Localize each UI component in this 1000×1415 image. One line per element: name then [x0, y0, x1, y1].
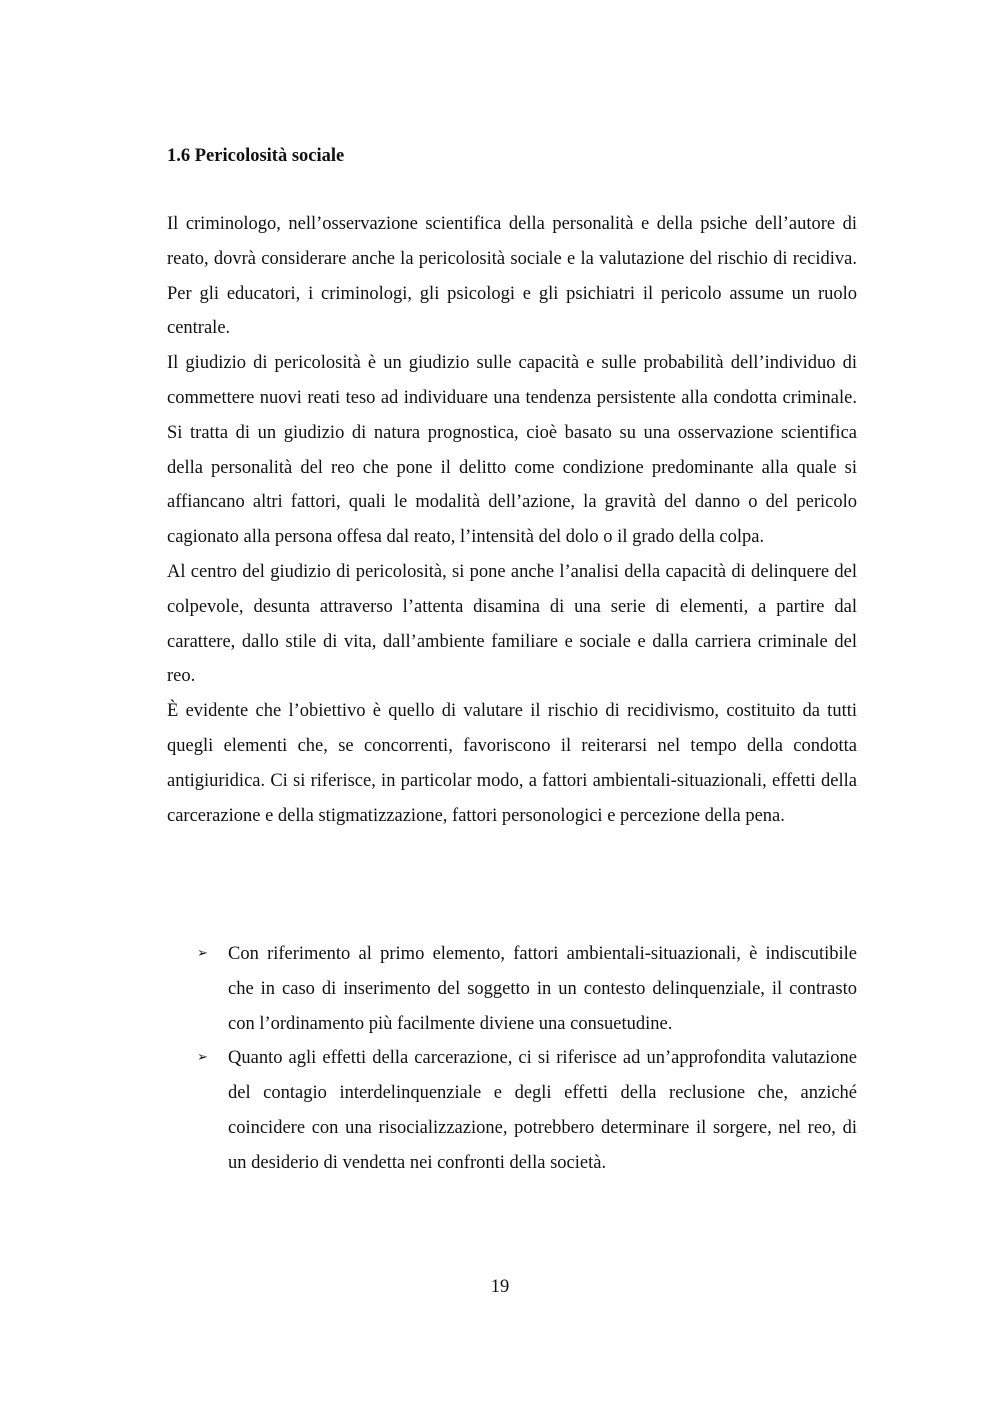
- arrowhead-bullet-icon: ➢: [197, 946, 208, 961]
- list-item: [167, 937, 857, 1041]
- list-item: [167, 1041, 857, 1180]
- section-heading: 1.6 Pericolosità sociale: [167, 146, 345, 166]
- list-item-text: Con riferimento al primo elemento, fattori ambientali-situazionali, è indiscutibile che in caso di inserimento del soggetto in un contesto delinquenziale, il contrasto con l’ordinamento più facilmente diviene una consuetudine.: [228, 944, 857, 1034]
- list-item-text: Quanto agli effetti della carcerazione, ci si riferisce ad un’approfondita valutazione del contagio interdelinquenziale e degli effetti della reclusione che, anziché coincidere con una risocializzazione, potrebbero determinare il sorgere, nel reo, di un desiderio di vendetta nei confronti della società.: [228, 1048, 857, 1173]
- paragraph: È evidente che l’obiettivo è quello di valutare il rischio di recidivismo, costituito da tutti quegli elementi che, se concorrenti, favoriscono il reiterarsi nel tempo della condotta antigiuridica. Ci si riferisce, in particolar modo, a fattori ambientali-situazionali, effetti della carcerazione e della stigmatizzazione, fattori personologici e percezione della pena.: [167, 701, 857, 826]
- bullet-list: [167, 937, 857, 1181]
- body-text: [167, 207, 857, 833]
- paragraph: Al centro del giudizio di pericolosità, si pone anche l’analisi della capacità di delinquere del colpevole, desunta attraverso l’attenta disamina di una serie di elementi, a partire dal carattere, dallo stile di vita, dall’ambiente familiare e sociale e dalla carriera criminale del reo.: [167, 561, 857, 687]
- paragraph: Il giudizio di pericolosità è un giudizio sulle capacità e sulle probabilità dell’individuo di commettere nuovi reati teso ad individuare una tendenza persistente alla condotta criminale. Si tratta di un giudizio di natura prognostica, cioè basato su una osservazione scientifica della personalità del reo che pone il delitto come condizione predominante alla quale si affiancano altri fattori, quali le modalità dell’azione, la gravità del danno o del pericolo cagionato alla persona offesa dal reato, l’intensità del dolo o il grado della colpa.: [167, 353, 857, 548]
- arrowhead-bullet-icon: ➢: [197, 1050, 208, 1066]
- page-number: 19: [490, 1277, 510, 1297]
- paragraph: Il criminologo, nell’osservazione scientifica della personalità e della psiche dell’autore di reato, dovrà considerare anche la pericolosità sociale e la valutazione del rischio di recidiva. Per gli educatori, i criminologi, gli psicologi e gli psichiatri il pericolo assume un ruolo centrale.: [167, 214, 857, 339]
